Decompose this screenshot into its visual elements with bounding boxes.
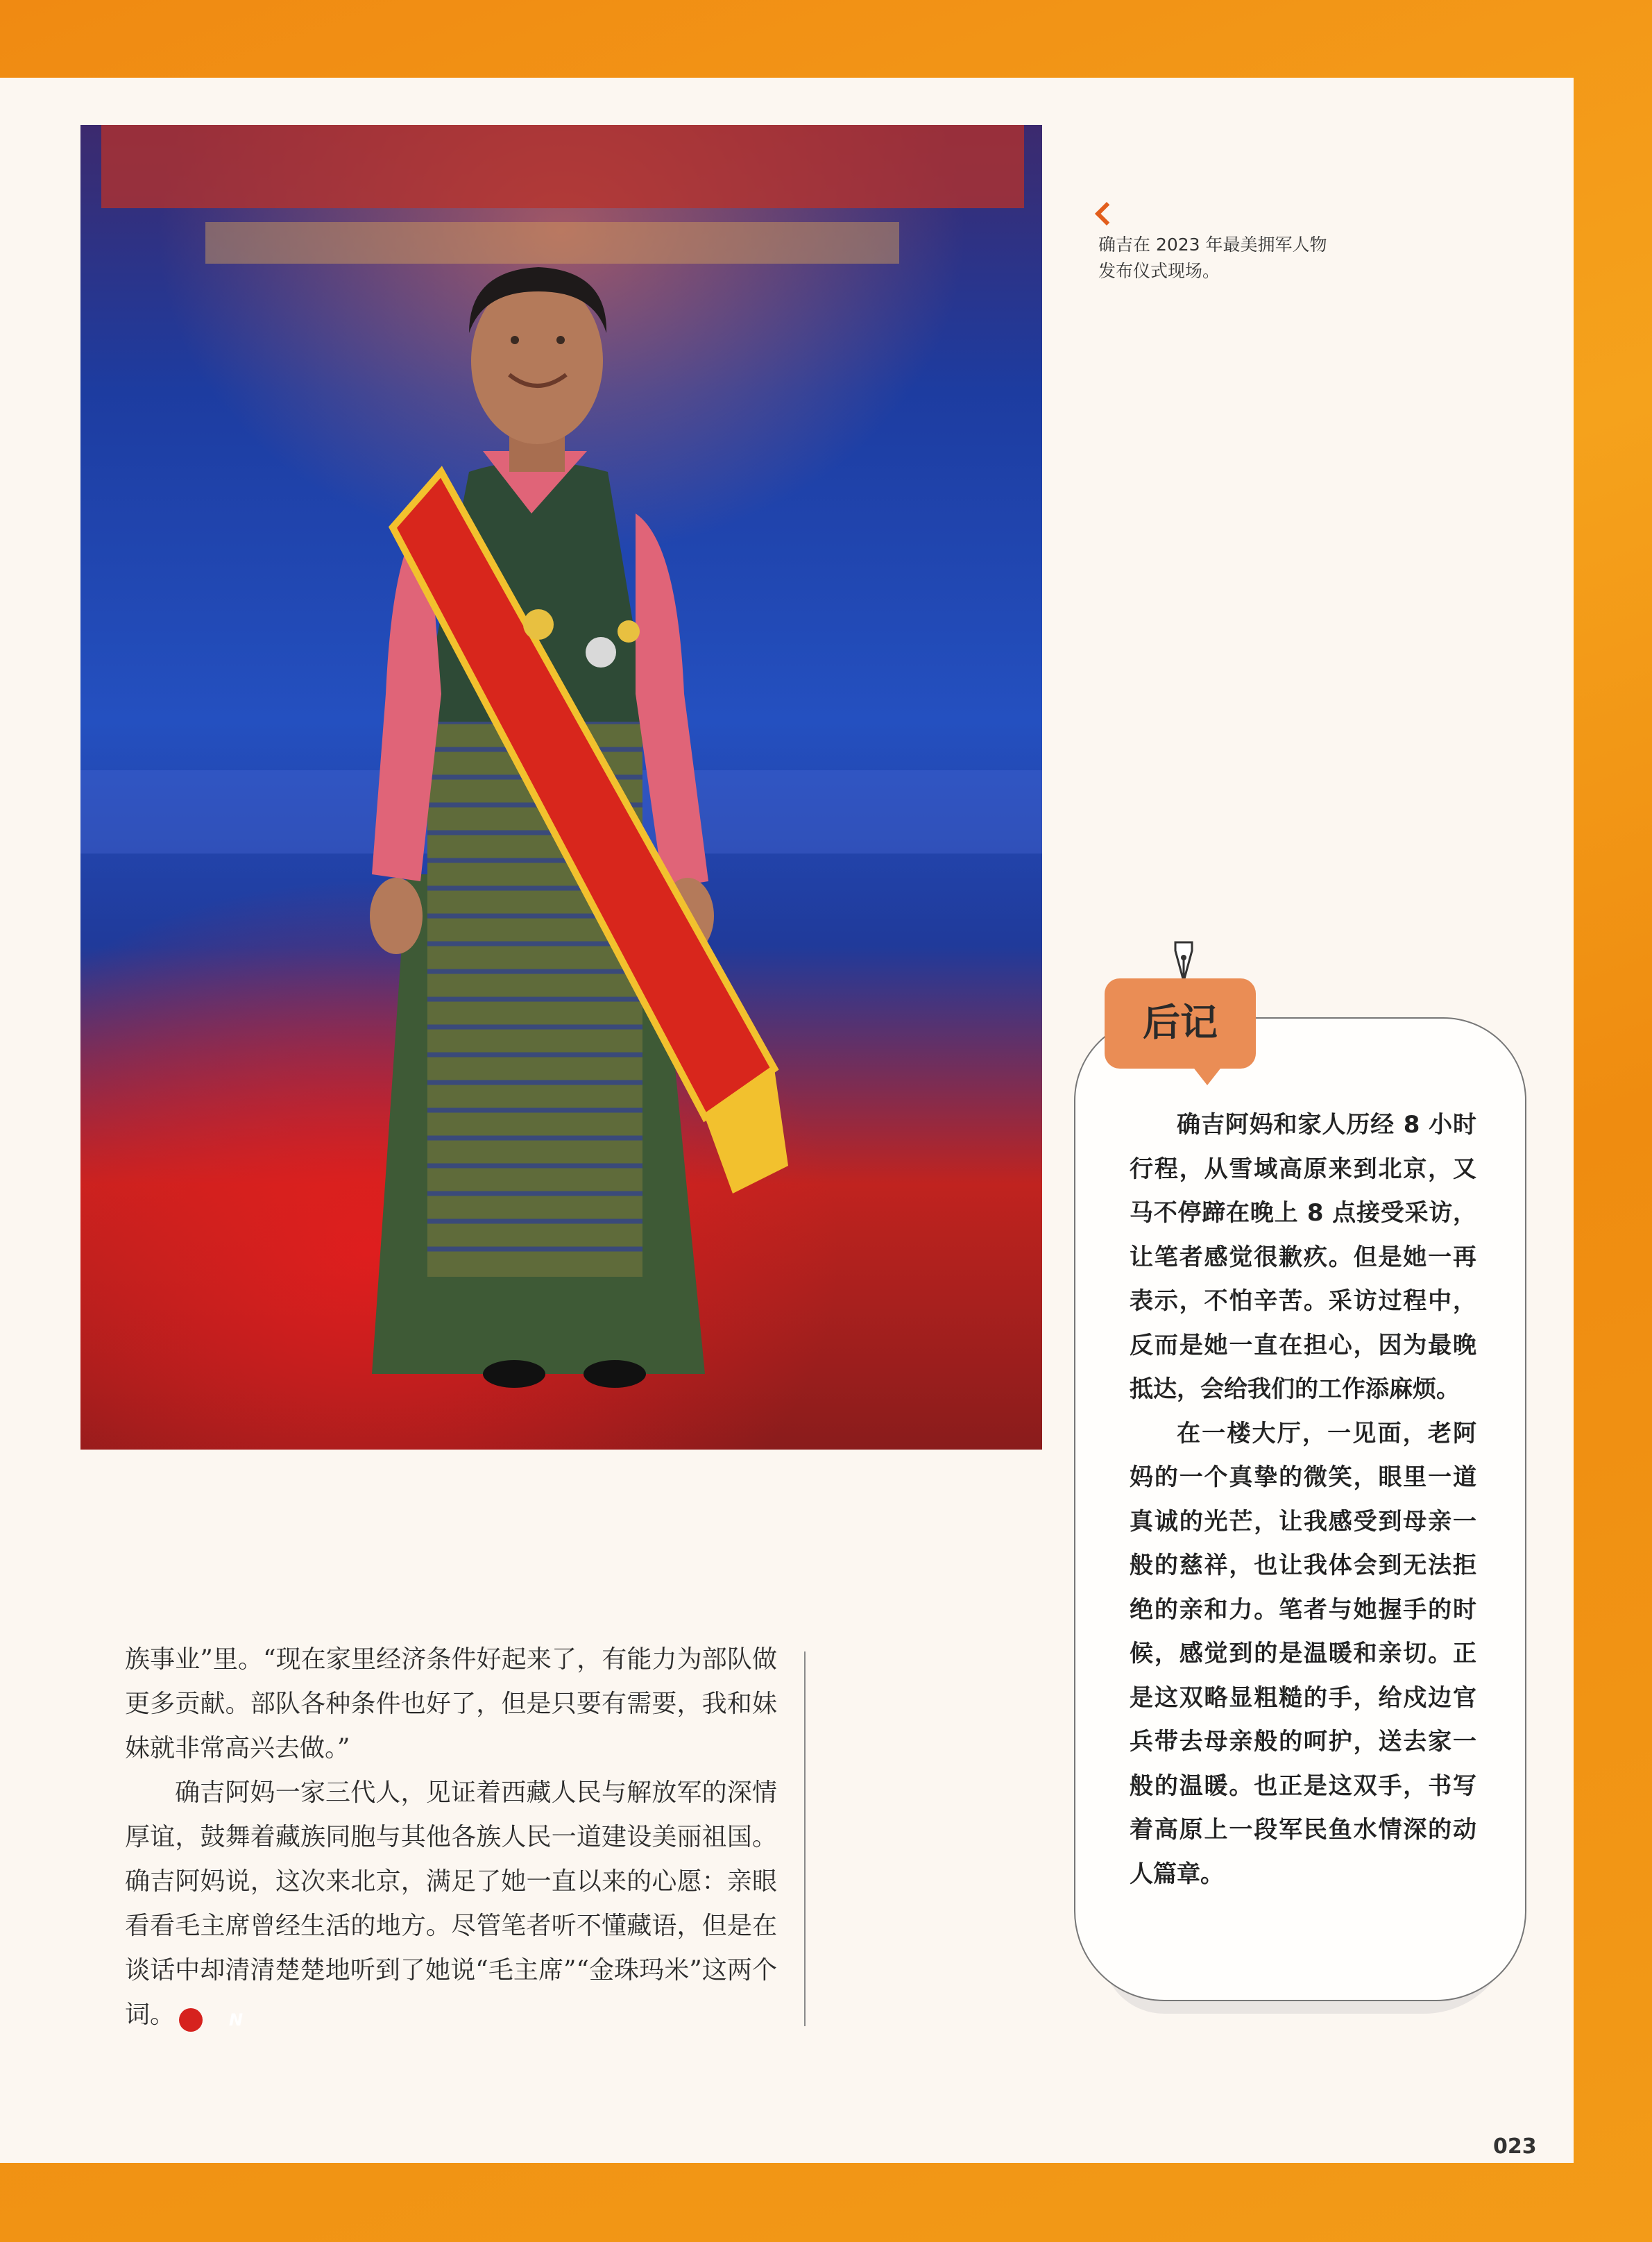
article-paragraph-text: 确吉阿妈一家三代人，见证着西藏人民与解放军的深情厚谊，鼓舞着藏族同胞与其他各族人民一道建设美丽祖国。确吉阿妈说，这次来北京，满足了她一直以来的心愿：亲眼看看毛主席曾经生活的地方。尽管笔者听不懂藏语，但是在谈话中却清清楚楚地听到了她说“毛主席”“金珠玛米”这两个词。 [125,1778,777,2029]
column-divider [804,1651,806,2026]
pen-nib-icon [1170,941,1198,983]
afterword-title: 后记 [1143,1001,1218,1044]
article-body [125,1638,777,2037]
afterword-text [1130,1103,1476,1896]
page-number: 023 [1493,2134,1537,2159]
caption-line-2: 发布仪式现场。 [1098,261,1220,281]
photo-alt-text [80,125,81,126]
article-paragraph [125,1771,777,2037]
caption-line-1: 确吉在 2023 年最美拥军人物 [1098,235,1327,255]
photo-caption [1098,232,1417,285]
afterword-paragraph: 在一楼大厅，一见面，老阿妈的一个真挚的微笑，眼里一道真诚的光芒，让我感受到母亲一般的慈祥，也让我体会到无法拒绝的亲和力。笔者与她握手的时候，感觉到的是温暖和亲切。正是这双略显粗糙的手，给戍边官兵带去母亲般的呵护，送去家一般的温暖。也正是这双手，书写着高原上一段军民鱼水情深的动人篇章。 [1130,1419,1476,1888]
afterword-tag-tail [1192,1066,1223,1085]
afterword-paragraph: 确吉阿妈和家人历经 8 小时行程，从雪域高原来到北京，又马不停蹄在晚上 8 点接受采访，让笔者感觉很歉疚。但是她一再表示，不怕辛苦。采访过程中，反而是她一直在担心，因为最晚抵达，会给我们的工作添麻烦。 [1130,1111,1476,1403]
woman-in-tibetan-dress-illustration [80,125,1042,1450]
end-mark-icon: N [179,2008,203,2032]
stage-photo [80,125,1042,1450]
article-paragraph: 族事业”里。“现在家里经济条件好起来了，有能力为部队做更多贡献。部队各种条件也好了，但是只要有需要，我和妹妹就非常高兴去做。” [125,1645,777,1763]
